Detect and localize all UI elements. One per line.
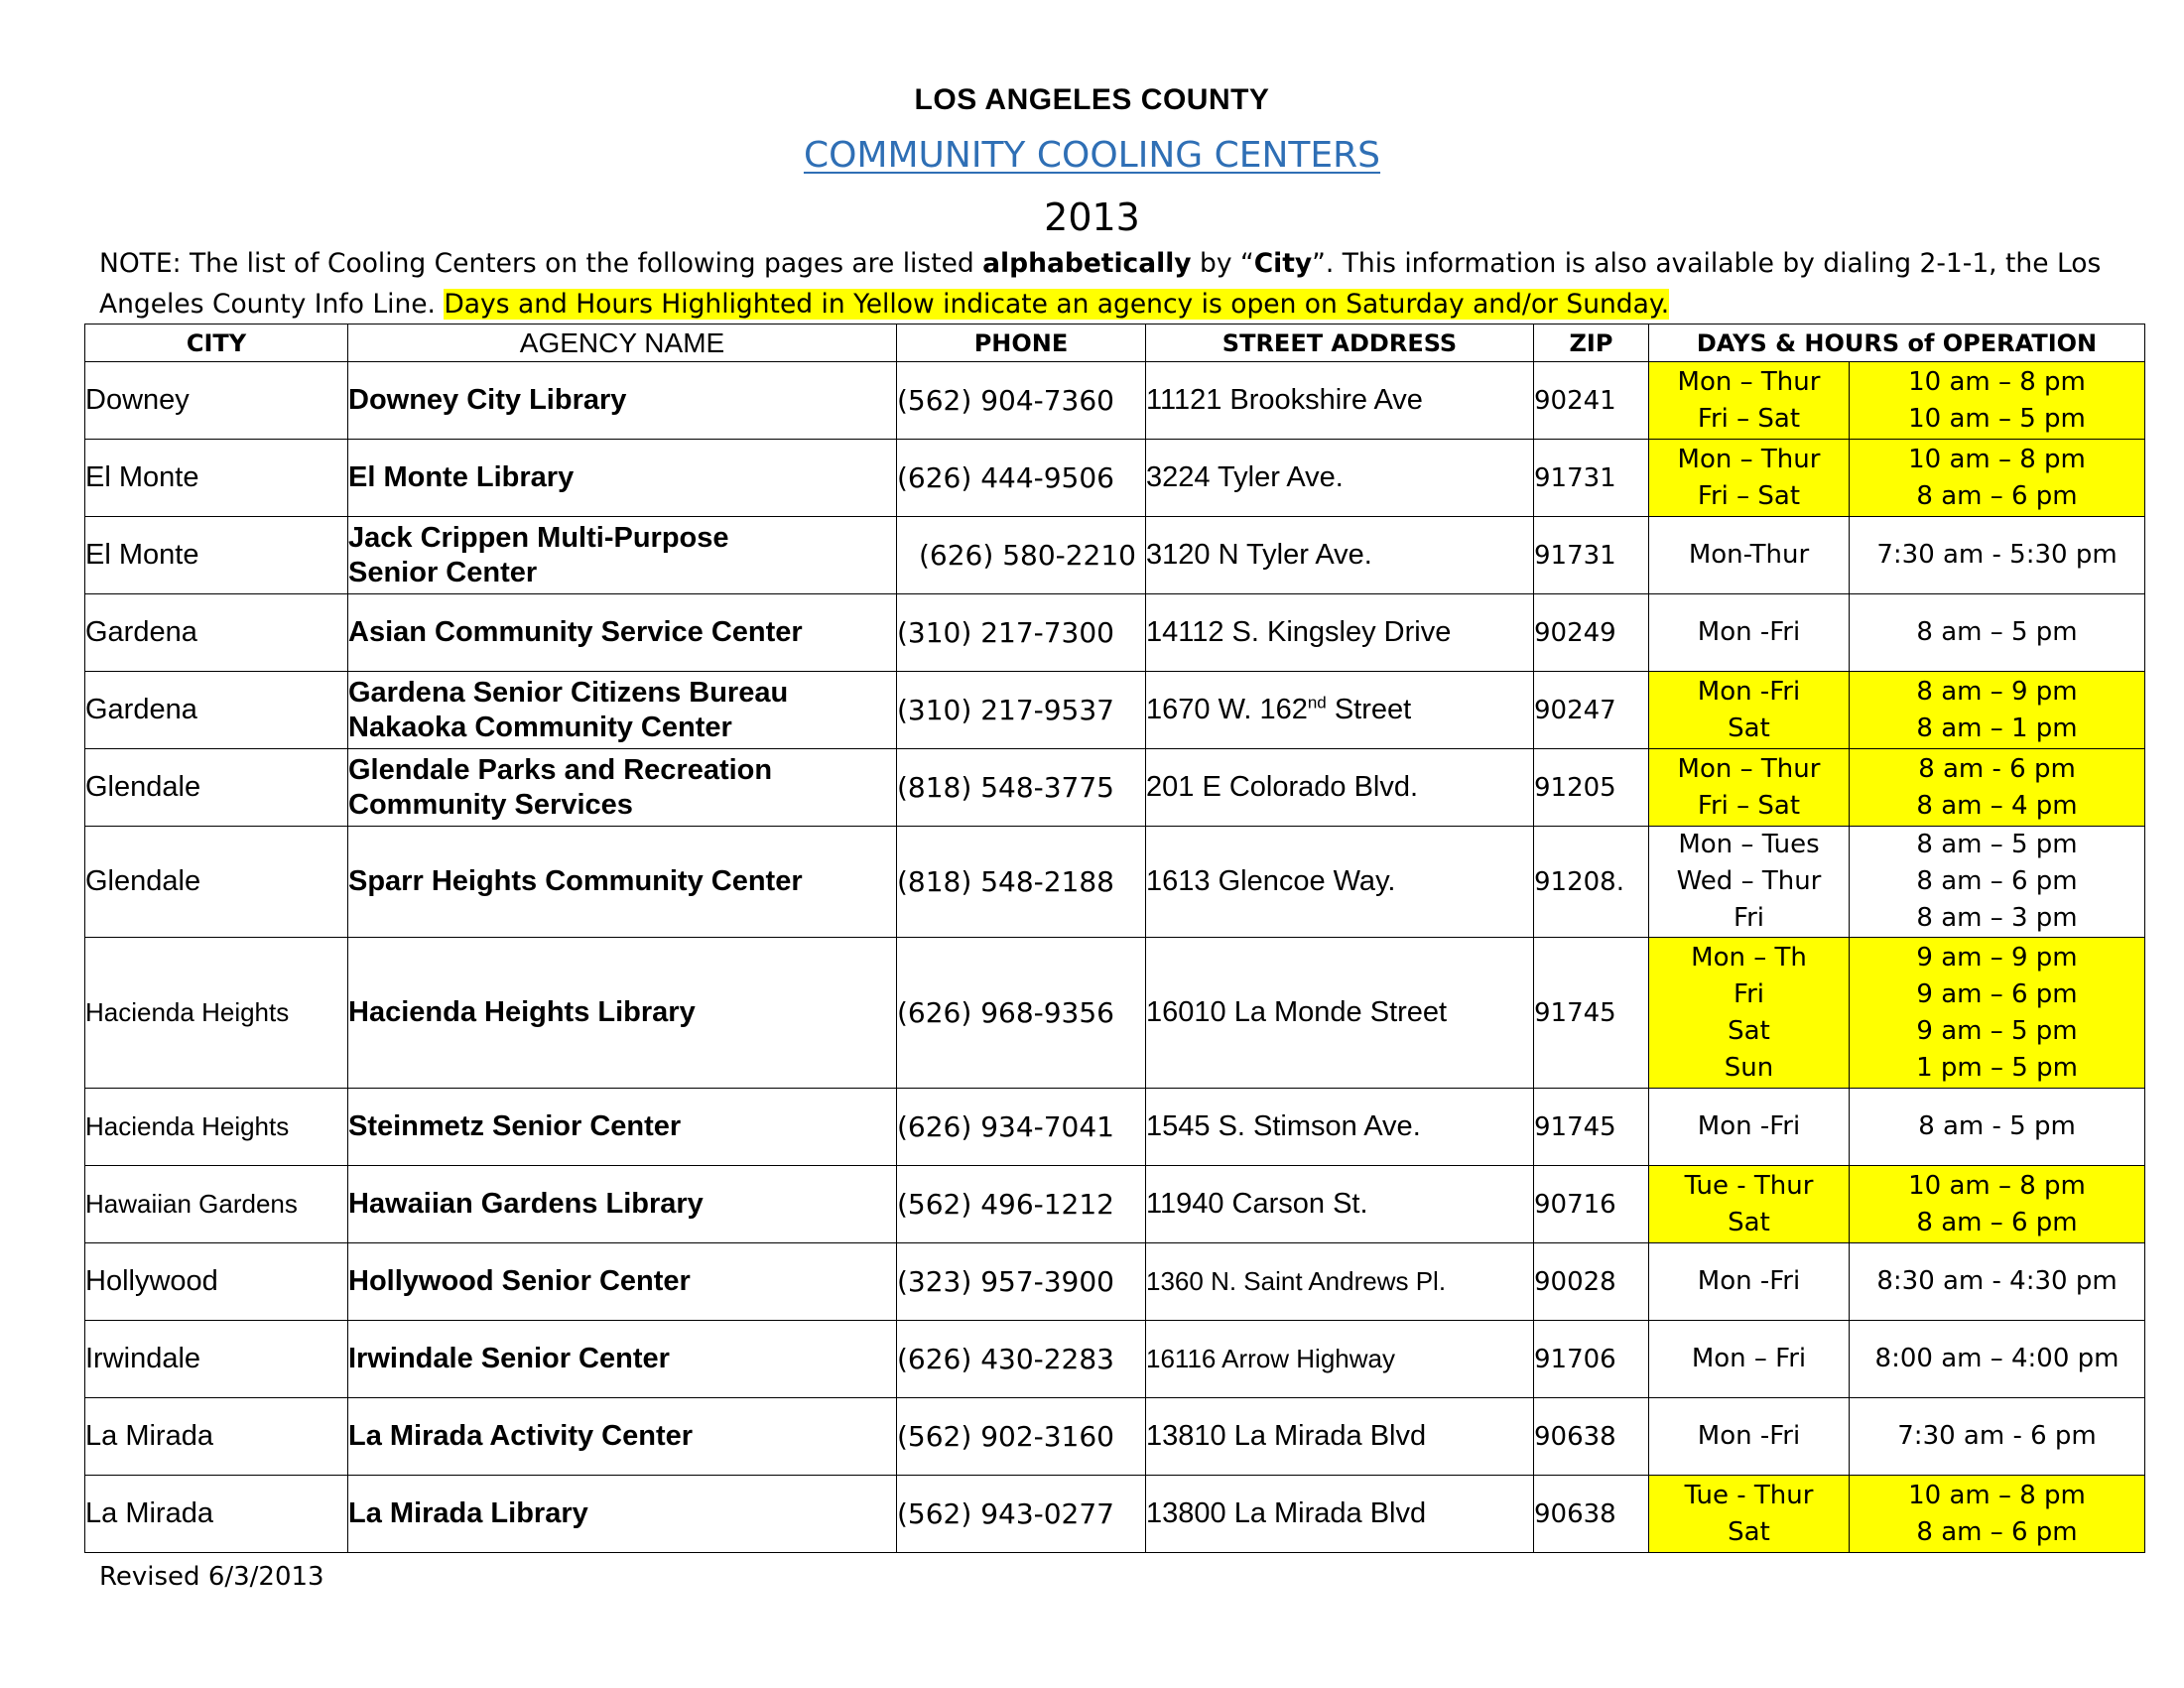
- hours-line: 8 am - 5 pm: [1918, 1111, 2076, 1141]
- agency-cell: [348, 1089, 897, 1166]
- street-cell: 13800 La Mirada Blvd: [1146, 1476, 1534, 1553]
- table-row: [85, 1243, 2145, 1321]
- agency-name-line: Sparr Heights Community Center: [348, 865, 803, 897]
- days-cell: [1649, 1321, 1850, 1398]
- table-row: [85, 938, 2145, 1089]
- city-cell: Gardena: [85, 594, 348, 672]
- zip-cell: 91706: [1534, 1321, 1649, 1398]
- agency-cell: [348, 1243, 897, 1321]
- note-highlight: Days and Hours Highlighted in Yellow indicate an agency is open on Saturday and/or Sunday.: [444, 289, 1670, 320]
- days-cell: [1649, 1398, 1850, 1476]
- agency-cell: [348, 362, 897, 440]
- street-cell: 11121 Brookshire Ave: [1146, 362, 1534, 440]
- days-line: Sat: [1728, 1207, 1770, 1237]
- zip-cell: 91745: [1534, 1089, 1649, 1166]
- agency-name-line: Hawaiian Gardens Library: [348, 1188, 704, 1220]
- days-line: Mon-Thur: [1688, 540, 1810, 570]
- days-line: Sat: [1728, 1516, 1770, 1547]
- street-cell: 16116 Arrow Highway: [1146, 1321, 1534, 1398]
- hours-line: 7:30 am - 6 pm: [1897, 1421, 2097, 1451]
- table-row: [85, 517, 2145, 594]
- hours-cell: [1850, 517, 2145, 594]
- days-line: Sat: [1728, 1015, 1770, 1046]
- hours-line: 8 am – 9 pm: [1916, 676, 2078, 707]
- table-row: [85, 1089, 2145, 1166]
- agency-name-line: Hollywood Senior Center: [348, 1265, 691, 1297]
- agency-name-line: Hacienda Heights Library: [348, 996, 696, 1028]
- days-line: Fri – Sat: [1697, 480, 1801, 511]
- note-mid1: by “: [1191, 248, 1254, 279]
- agency-name-line: Community Services: [348, 788, 633, 821]
- note-bold-city: City: [1253, 248, 1313, 279]
- city-cell: El Monte: [85, 440, 348, 517]
- days-line: Wed – Thur: [1676, 866, 1822, 896]
- hours-line: 10 am – 8 pm: [1908, 366, 2086, 397]
- hours-line: 8 am – 6 pm: [1916, 1207, 2078, 1237]
- days-line: Mon – Tues: [1678, 830, 1820, 859]
- phone-cell: (626) 430-2283: [897, 1321, 1146, 1398]
- days-line: Mon – Thur: [1677, 753, 1821, 784]
- zip-cell: 90638: [1534, 1476, 1649, 1553]
- hours-line: 10 am – 8 pm: [1908, 1170, 2086, 1201]
- street-cell: [1146, 672, 1534, 749]
- zip-cell: 91208.: [1534, 827, 1649, 938]
- hours-cell: [1850, 1243, 2145, 1321]
- hours-cell: [1850, 749, 2145, 827]
- hours-cell: [1850, 1398, 2145, 1476]
- street-cell: 3120 N Tyler Ave.: [1146, 517, 1534, 594]
- street-cell: 1613 Glencoe Way.: [1146, 827, 1534, 938]
- days-line: Fri: [1734, 903, 1764, 933]
- hours-cell: [1850, 827, 2145, 938]
- phone-cell: (818) 548-3775: [897, 749, 1146, 827]
- note-paragraph: [99, 243, 2114, 325]
- city-cell: La Mirada: [85, 1398, 348, 1476]
- table-row: [85, 362, 2145, 440]
- days-line: Mon -Fri: [1697, 1266, 1801, 1296]
- phone-cell: (562) 943-0277: [897, 1476, 1146, 1553]
- agency-name-line: Senior Center: [348, 556, 538, 588]
- column-header-phone: PHONE: [897, 325, 1146, 362]
- agency-name-line: Jack Crippen Multi-Purpose: [348, 521, 729, 554]
- hours-line: 10 am – 8 pm: [1908, 444, 2086, 474]
- zip-cell: 90028: [1534, 1243, 1649, 1321]
- agency-cell: [348, 440, 897, 517]
- street-cell: 13810 La Mirada Blvd: [1146, 1398, 1534, 1476]
- hours-line: 10 am – 5 pm: [1908, 403, 2086, 434]
- agency-name-line: La Mirada Library: [348, 1497, 588, 1529]
- days-line: Sat: [1728, 713, 1770, 743]
- days-line: Mon -Fri: [1697, 617, 1801, 647]
- agency-cell: [348, 827, 897, 938]
- revised-date: Revised 6/3/2013: [99, 1562, 324, 1592]
- zip-cell: 91731: [1534, 440, 1649, 517]
- table-row: [85, 1476, 2145, 1553]
- street-ordinal-suffix: nd: [1307, 693, 1327, 713]
- days-line: Sun: [1724, 1052, 1774, 1083]
- days-cell: [1649, 1243, 1850, 1321]
- days-line: Mon – Fri: [1691, 1344, 1807, 1373]
- zip-cell: 90241: [1534, 362, 1649, 440]
- agency-name-line: El Monte Library: [348, 461, 575, 493]
- table-row: [85, 749, 2145, 827]
- city-cell: Hacienda Heights: [85, 1089, 348, 1166]
- city-cell: Gardena: [85, 672, 348, 749]
- phone-cell: (626) 968-9356: [897, 938, 1146, 1089]
- hours-cell: [1850, 440, 2145, 517]
- days-line: Tue - Thur: [1684, 1480, 1814, 1510]
- street-number: 1670 W. 162: [1146, 694, 1308, 725]
- note-mid2: ”. This information is also available by dialing 2-1-1, the Los Angeles County Info Line.: [99, 248, 2102, 320]
- hours-line: 8 am – 1 pm: [1916, 713, 2078, 743]
- table-row: [85, 1166, 2145, 1243]
- days-cell: [1649, 517, 1850, 594]
- days-line: Mon -Fri: [1697, 676, 1801, 707]
- days-line: Mon – Thur: [1677, 366, 1821, 397]
- days-cell: [1649, 938, 1850, 1089]
- agency-cell: [348, 517, 897, 594]
- phone-cell: (323) 957-3900: [897, 1243, 1146, 1321]
- page-title: [0, 135, 2184, 176]
- days-cell: [1649, 827, 1850, 938]
- table-body: [85, 362, 2145, 1553]
- county-heading: LOS ANGELES COUNTY: [914, 83, 1270, 116]
- days-cell: [1649, 672, 1850, 749]
- days-cell: [1649, 749, 1850, 827]
- zip-cell: 90638: [1534, 1398, 1649, 1476]
- street-name: Street: [1326, 694, 1412, 725]
- days-cell: [1649, 440, 1850, 517]
- zip-cell: 90247: [1534, 672, 1649, 749]
- hours-cell: [1850, 594, 2145, 672]
- street-cell: 3224 Tyler Ave.: [1146, 440, 1534, 517]
- hours-cell: [1850, 672, 2145, 749]
- phone-cell: (562) 902-3160: [897, 1398, 1146, 1476]
- hours-cell: [1850, 362, 2145, 440]
- zip-cell: 91205: [1534, 749, 1649, 827]
- table-row: [85, 827, 2145, 938]
- days-cell: [1649, 362, 1850, 440]
- zip-cell: 91745: [1534, 938, 1649, 1089]
- year-heading: 2013: [1044, 195, 1140, 239]
- street-cell: 14112 S. Kingsley Drive: [1146, 594, 1534, 672]
- days-line: Mon -Fri: [1697, 1421, 1801, 1451]
- street-cell: 1545 S. Stimson Ave.: [1146, 1089, 1534, 1166]
- days-line: Mon – Thur: [1677, 444, 1821, 474]
- city-cell: Hacienda Heights: [85, 938, 348, 1089]
- agency-cell: [348, 1398, 897, 1476]
- phone-cell: (818) 548-2188: [897, 827, 1146, 938]
- zip-cell: 90716: [1534, 1166, 1649, 1243]
- column-header-zip: ZIP: [1534, 325, 1649, 362]
- page-title-text: COMMUNITY COOLING CENTERS: [803, 135, 1381, 176]
- days-cell: [1649, 1089, 1850, 1166]
- table-row: [85, 594, 2145, 672]
- phone-cell: (562) 496-1212: [897, 1166, 1146, 1243]
- phone-cell: (626) 580-2210: [897, 517, 1146, 594]
- agency-name-line: Gardena Senior Citizens Bureau: [348, 676, 789, 709]
- hours-cell: [1850, 1476, 2145, 1553]
- days-line: Fri: [1734, 978, 1764, 1009]
- city-cell: La Mirada: [85, 1476, 348, 1553]
- agency-name-line: Glendale Parks and Recreation: [348, 753, 773, 786]
- days-cell: [1649, 594, 1850, 672]
- hours-line: 9 am – 6 pm: [1916, 978, 2078, 1009]
- phone-cell: (626) 934-7041: [897, 1089, 1146, 1166]
- hours-line: 9 am – 5 pm: [1916, 1015, 2078, 1046]
- street-cell: 11940 Carson St.: [1146, 1166, 1534, 1243]
- hours-line: 8 am – 5 pm: [1916, 830, 2078, 859]
- hours-cell: [1850, 1166, 2145, 1243]
- agency-cell: [348, 1166, 897, 1243]
- zip-cell: 91731: [1534, 517, 1649, 594]
- hours-line: 8:00 am – 4:00 pm: [1874, 1344, 2120, 1373]
- agency-name-line: La Mirada Activity Center: [348, 1420, 694, 1452]
- zip-cell: 90249: [1534, 594, 1649, 672]
- street-cell: 201 E Colorado Blvd.: [1146, 749, 1534, 827]
- agency-cell: [348, 672, 897, 749]
- hours-line: 8 am – 5 pm: [1916, 617, 2078, 647]
- hours-line: 8 am – 6 pm: [1916, 866, 2078, 896]
- agency-name-line: Asian Community Service Center: [348, 616, 803, 648]
- days-line: Fri – Sat: [1697, 790, 1801, 821]
- days-line: Mon – Th: [1691, 942, 1807, 973]
- table-row: [85, 672, 2145, 749]
- city-cell: Downey: [85, 362, 348, 440]
- table-row: [85, 1398, 2145, 1476]
- phone-cell: (310) 217-9537: [897, 672, 1146, 749]
- note-bold-alphabetically: alphabetically: [982, 248, 1192, 279]
- city-cell: Glendale: [85, 749, 348, 827]
- street-cell: 1360 N. Saint Andrews Pl.: [1146, 1243, 1534, 1321]
- note-lead: NOTE: The list of Cooling Centers on the following pages are listed: [99, 248, 983, 279]
- hours-line: 1 pm – 5 pm: [1916, 1052, 2078, 1083]
- phone-cell: (562) 904-7360: [897, 362, 1146, 440]
- street-cell: 16010 La Monde Street: [1146, 938, 1534, 1089]
- table-row: [85, 1321, 2145, 1398]
- hours-line: 8 am – 4 pm: [1916, 790, 2078, 821]
- hours-cell: [1850, 938, 2145, 1089]
- days-line: Mon -Fri: [1697, 1111, 1801, 1141]
- phone-cell: (310) 217-7300: [897, 594, 1146, 672]
- agency-cell: [348, 938, 897, 1089]
- city-cell: Hollywood: [85, 1243, 348, 1321]
- hours-line: 8 am – 3 pm: [1916, 903, 2078, 933]
- days-line: Tue - Thur: [1684, 1170, 1814, 1201]
- column-header-hours: DAYS & HOURS of OPERATION: [1649, 325, 2145, 362]
- hours-line: 8 am – 6 pm: [1916, 1516, 2078, 1547]
- hours-cell: [1850, 1321, 2145, 1398]
- agency-name-line: Steinmetz Senior Center: [348, 1110, 682, 1142]
- table-row: [85, 440, 2145, 517]
- agency-cell: [348, 749, 897, 827]
- hours-line: 10 am – 8 pm: [1908, 1480, 2086, 1510]
- city-cell: Hawaiian Gardens: [85, 1166, 348, 1243]
- hours-cell: [1850, 1089, 2145, 1166]
- days-line: Fri – Sat: [1697, 403, 1801, 434]
- agency-name-line: Downey City Library: [348, 384, 627, 416]
- city-cell: Glendale: [85, 827, 348, 938]
- hours-line: 8:30 am - 4:30 pm: [1876, 1266, 2118, 1296]
- column-header-city: CITY: [85, 325, 348, 362]
- days-cell: [1649, 1476, 1850, 1553]
- agency-cell: [348, 1321, 897, 1398]
- city-cell: Irwindale: [85, 1321, 348, 1398]
- phone-cell: (626) 444-9506: [897, 440, 1146, 517]
- hours-line: 9 am – 9 pm: [1916, 942, 2078, 973]
- days-cell: [1649, 1166, 1850, 1243]
- column-header-street: STREET ADDRESS: [1146, 325, 1534, 362]
- hours-line: 8 am – 6 pm: [1916, 480, 2078, 511]
- cooling-centers-table: [84, 324, 2145, 1553]
- agency-cell: [348, 594, 897, 672]
- city-cell: El Monte: [85, 517, 348, 594]
- agency-name-line: Nakaoka Community Center: [348, 711, 732, 743]
- table-header-row: [85, 325, 2145, 362]
- hours-line: 8 am - 6 pm: [1918, 753, 2076, 784]
- agency-cell: [348, 1476, 897, 1553]
- agency-name-line: Irwindale Senior Center: [348, 1343, 670, 1374]
- column-header-agency: AGENCY NAME: [348, 325, 897, 362]
- hours-line: 7:30 am - 5:30 pm: [1876, 540, 2118, 570]
